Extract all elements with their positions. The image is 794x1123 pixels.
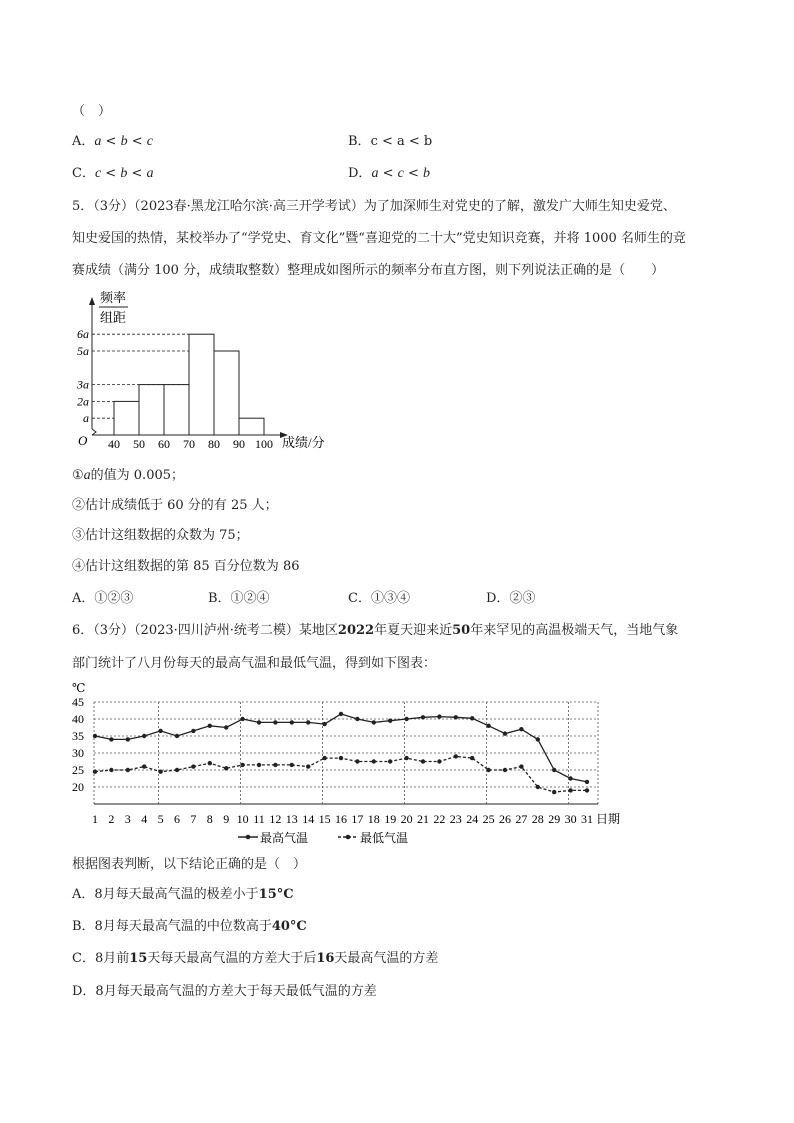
text-run: 50: [452, 623, 471, 638]
hist-x-tick-label: 70: [183, 437, 195, 451]
text-run: A．8月每天最高气温的极差小于: [72, 887, 259, 902]
histogram-figure: [70, 285, 370, 455]
min-temp-point: [273, 763, 277, 767]
text-run: 年来罕见的高温极端天气，当地气象: [470, 623, 679, 638]
hist-y-arrow: [89, 297, 95, 305]
q5-option-c[interactable]: C．①③④: [348, 591, 410, 606]
max-temp-point: [208, 724, 212, 728]
max-temp-point: [175, 734, 179, 738]
temp-x-tick-label: 9: [223, 812, 230, 826]
temp-unit-label: ℃: [72, 681, 86, 695]
text-run: 16: [316, 951, 335, 966]
temp-y-tick-label: 40: [72, 712, 84, 726]
option-expr-part: c < a < b: [370, 134, 433, 149]
temp-y-tick-label: 20: [72, 780, 84, 794]
hist-x-tick-label: 60: [158, 437, 170, 451]
q5-statement-3: ③估计这组数据的众数为 75；: [72, 528, 249, 543]
q5-stem-line2: 知史爱国的热情，某校举办了“学党史、育文化”暨“喜迎党的二十大”党史知识竞赛，并将 1000 名师生的竞: [72, 231, 686, 246]
q4-paren: （ ）: [72, 104, 112, 119]
max-temp-point: [421, 715, 425, 719]
hist-y-tick-label: 2a: [77, 394, 89, 409]
temp-x-tick-label: 19: [384, 812, 397, 826]
temp-xlabel: 日期: [596, 812, 621, 826]
statement-1-marker: ①: [72, 468, 84, 483]
text-run: 15: [129, 951, 148, 966]
max-temp-point: [372, 720, 376, 724]
max-temp-point: [470, 716, 474, 720]
option-expr-part: <: [378, 166, 398, 181]
min-temp-point: [372, 759, 376, 763]
q5-statement-4: ④估计这组数据的第 85 百分位数为 86: [72, 559, 300, 574]
text-run: 15°C: [258, 887, 294, 902]
hist-x-tick-label: 40: [108, 437, 120, 451]
q6-option-b[interactable]: [72, 918, 307, 936]
max-temp-point: [437, 714, 441, 718]
max-temp-point: [240, 717, 244, 721]
q5-statement-2: ②估计成绩低于 60 分的有 25 人；: [72, 498, 278, 513]
max-temp-point: [109, 737, 113, 741]
temp-x-tick-label: 8: [206, 812, 213, 826]
max-temp-point: [454, 715, 458, 719]
q6-stem-line1: [72, 622, 678, 640]
min-temp-point: [503, 768, 507, 772]
temp-x-tick-label: 27: [515, 812, 528, 826]
hist-x-tick-label: 90: [233, 437, 245, 451]
temp-x-tick-label: 1: [92, 812, 98, 826]
temp-x-tick-label: 4: [141, 812, 148, 826]
option-expr-part: <: [101, 166, 121, 181]
temp-y-tick-label: 35: [72, 729, 84, 743]
max-temp-point: [224, 725, 228, 729]
temp-x-tick-label: 3: [124, 812, 131, 826]
hist-y-tick-label: a: [83, 411, 89, 426]
q5-option-b[interactable]: B．①②④: [208, 591, 270, 606]
q5-stem-line3: 赛成绩（满分 100 分，成绩取整数）整理成如图所示的频率分布直方图，则下列说法正确的是（ ）: [72, 263, 665, 278]
hist-x-tick-label: 50: [133, 437, 145, 451]
temp-x-tick-label: 6: [174, 812, 180, 826]
legend-min-label: 最低气温: [360, 831, 409, 845]
q6-option-a[interactable]: [72, 886, 294, 904]
min-temp-point: [109, 768, 113, 772]
q4-option-a[interactable]: A．a < b < c: [72, 134, 153, 149]
temp-x-tick-label: 7: [190, 812, 197, 826]
hist-bar: [139, 385, 164, 435]
max-temp-point: [93, 734, 97, 738]
option-expr-part: c: [397, 166, 404, 181]
min-temp-point: [191, 764, 195, 768]
temp-x-tick-label: 11: [253, 812, 265, 826]
max-temp-point: [355, 717, 359, 721]
temp-x-tick-label: 20: [400, 812, 413, 826]
min-temp-point: [585, 788, 589, 792]
min-temp-point: [486, 768, 490, 772]
temp-x-tick-label: 17: [351, 812, 364, 826]
q6-option-c[interactable]: [72, 950, 438, 968]
option-expr-part: b: [423, 166, 430, 181]
hist-ylabel-top: 频率: [100, 290, 127, 305]
min-temp-point: [158, 770, 162, 774]
min-temp-point: [126, 768, 130, 772]
max-temp-point: [388, 719, 392, 723]
max-temp-point: [536, 737, 540, 741]
min-temp-point: [437, 759, 441, 763]
temp-x-tick-label: 29: [548, 812, 561, 826]
min-temp-point: [404, 756, 408, 760]
hist-ylabel-bottom: 组距: [100, 310, 127, 325]
temp-x-tick-label: 26: [499, 812, 511, 826]
statement-1-var: a: [83, 468, 91, 483]
hist-x-tick-label: 100: [255, 437, 273, 451]
temp-x-tick-label: 22: [433, 812, 446, 826]
hist-xlabel: 成绩/分: [282, 435, 325, 450]
q6-option-d[interactable]: [72, 983, 377, 1001]
text-run: 6．（3分）（2023·四川泸州·统考二模）某地区: [72, 623, 338, 638]
max-temp-point: [503, 731, 507, 735]
option-expr-part: a: [371, 166, 379, 181]
max-temp-point: [519, 727, 523, 731]
temp-y-tick-label: 30: [72, 746, 84, 760]
min-temp-point: [306, 764, 310, 768]
legend-max-marker: [246, 835, 251, 840]
hist-bar: [114, 401, 139, 435]
statement-1-text: 的值为 0.005；: [90, 468, 185, 483]
min-temp-point: [93, 770, 97, 774]
q5-option-a[interactable]: A．①②③: [72, 591, 134, 606]
min-temp-point: [224, 766, 228, 770]
temp-x-tick-label: 30: [564, 812, 577, 826]
min-temp-point: [208, 761, 212, 765]
hist-origin-label: O: [78, 433, 88, 448]
min-temp-point: [240, 763, 244, 767]
min-temp-point: [470, 756, 474, 760]
temp-x-tick-label: 23: [449, 812, 462, 826]
text-run: D．8月每天最高气温的方差大于每天最低气温的方差: [72, 984, 377, 999]
min-temp-point: [388, 759, 392, 763]
option-expr-part: a: [146, 166, 154, 181]
min-temp-line: [95, 756, 587, 792]
hist-axis-break: [92, 429, 102, 435]
q4-option-b[interactable]: B．c < a < b: [348, 134, 433, 149]
max-temp-point: [290, 720, 294, 724]
min-temp-point: [536, 785, 540, 789]
text-run: 年夏天迎来近: [374, 623, 453, 638]
option-expr-part: b: [120, 134, 128, 149]
q4-option-d[interactable]: D．a < c < b: [348, 166, 430, 181]
max-temp-point: [585, 780, 589, 784]
temp-x-tick-label: 2: [108, 812, 115, 826]
text-run: 40°C: [271, 919, 307, 934]
min-temp-point: [355, 759, 359, 763]
legend-max-label: 最高气温: [260, 831, 309, 845]
min-temp-point: [454, 754, 458, 758]
temp-x-tick-label: 12: [269, 812, 282, 826]
max-temp-point: [404, 717, 408, 721]
max-temp-point: [158, 729, 162, 733]
max-temp-point: [322, 722, 326, 726]
temp-x-tick-label: 24: [466, 812, 479, 826]
option-expr-part: b: [120, 166, 128, 181]
hist-bar: [164, 385, 189, 435]
max-temp-point: [191, 729, 195, 733]
option-expr-part: a: [94, 134, 102, 149]
text-run: 天每天最高气温的方差大于后: [147, 951, 317, 966]
temp-x-tick-label: 13: [285, 812, 298, 826]
min-temp-point: [552, 790, 556, 794]
temp-x-tick-label: 14: [302, 812, 315, 826]
hist-x-tick-label: 80: [208, 437, 220, 451]
temp-x-tick-label: 21: [417, 812, 429, 826]
max-temp-point: [339, 712, 343, 716]
option-expr-part: <: [127, 134, 147, 149]
max-temp-point: [306, 720, 310, 724]
max-temp-point: [257, 720, 261, 724]
legend-min-marker: [346, 835, 351, 840]
text-run: C．8月前: [72, 951, 130, 966]
q5-stem-line1: 5．（3分）（2023春·黑龙江哈尔滨·高三开学考试）为了加深师生对党史的了解，激发广大师生知史爱党、: [72, 199, 676, 214]
min-temp-point: [290, 763, 294, 767]
temp-x-tick-label: 10: [236, 812, 249, 826]
hist-y-tick-label: 6a: [77, 327, 89, 342]
hist-y-tick-label: 5a: [77, 344, 89, 358]
text-run: B．8月每天最高气温的中位数高于: [72, 919, 272, 934]
option-expr-part: <: [403, 166, 423, 181]
temp-x-tick-label: 5: [157, 812, 164, 826]
min-temp-point: [322, 756, 326, 760]
text-run: 2022: [337, 623, 375, 638]
q6-prompt: 根据图表判断，以下结论正确的是（ ）: [72, 857, 307, 872]
text-run: 天最高气温的方差: [334, 951, 439, 966]
option-expr-part: <: [101, 134, 121, 149]
min-temp-point: [519, 764, 523, 768]
q4-option-c[interactable]: C．c < b < a: [72, 166, 154, 181]
temp-x-tick-label: 31: [581, 812, 593, 826]
hist-bar: [239, 418, 264, 435]
min-temp-point: [257, 763, 261, 767]
hist-y-tick-label: 3a: [77, 377, 89, 392]
q6-stem-line2: 部门统计了八月份每天的最高气温和最低气温，得到如下图表：: [72, 656, 437, 671]
max-temp-point: [486, 724, 490, 728]
temp-y-tick-label: 45: [72, 695, 84, 709]
hist-bar: [214, 351, 239, 435]
temp-x-tick-label: 28: [531, 812, 544, 826]
max-temp-line: [95, 714, 587, 782]
min-temp-point: [568, 788, 572, 792]
min-temp-point: [175, 768, 179, 772]
max-temp-point: [552, 768, 556, 772]
max-temp-point: [126, 737, 130, 741]
temp-y-tick-label: 25: [72, 763, 84, 777]
temp-x-tick-label: 16: [335, 812, 347, 826]
temp-x-tick-label: 18: [367, 812, 380, 826]
temp-x-tick-label: 25: [482, 812, 495, 826]
min-temp-point: [339, 756, 343, 760]
max-temp-point: [273, 720, 277, 724]
min-temp-point: [142, 764, 146, 768]
q5-option-d[interactable]: D．②③: [486, 591, 536, 606]
max-temp-point: [568, 776, 572, 780]
option-expr-part: <: [127, 166, 147, 181]
min-temp-point: [421, 759, 425, 763]
temperature-line-chart: [66, 678, 626, 853]
option-expr-part: c: [94, 166, 102, 181]
option-expr-part: c: [146, 134, 153, 149]
q5-statement-1: [72, 467, 184, 485]
max-temp-point: [142, 734, 146, 738]
temp-x-tick-label: 15: [318, 812, 331, 826]
hist-bar: [189, 334, 214, 435]
